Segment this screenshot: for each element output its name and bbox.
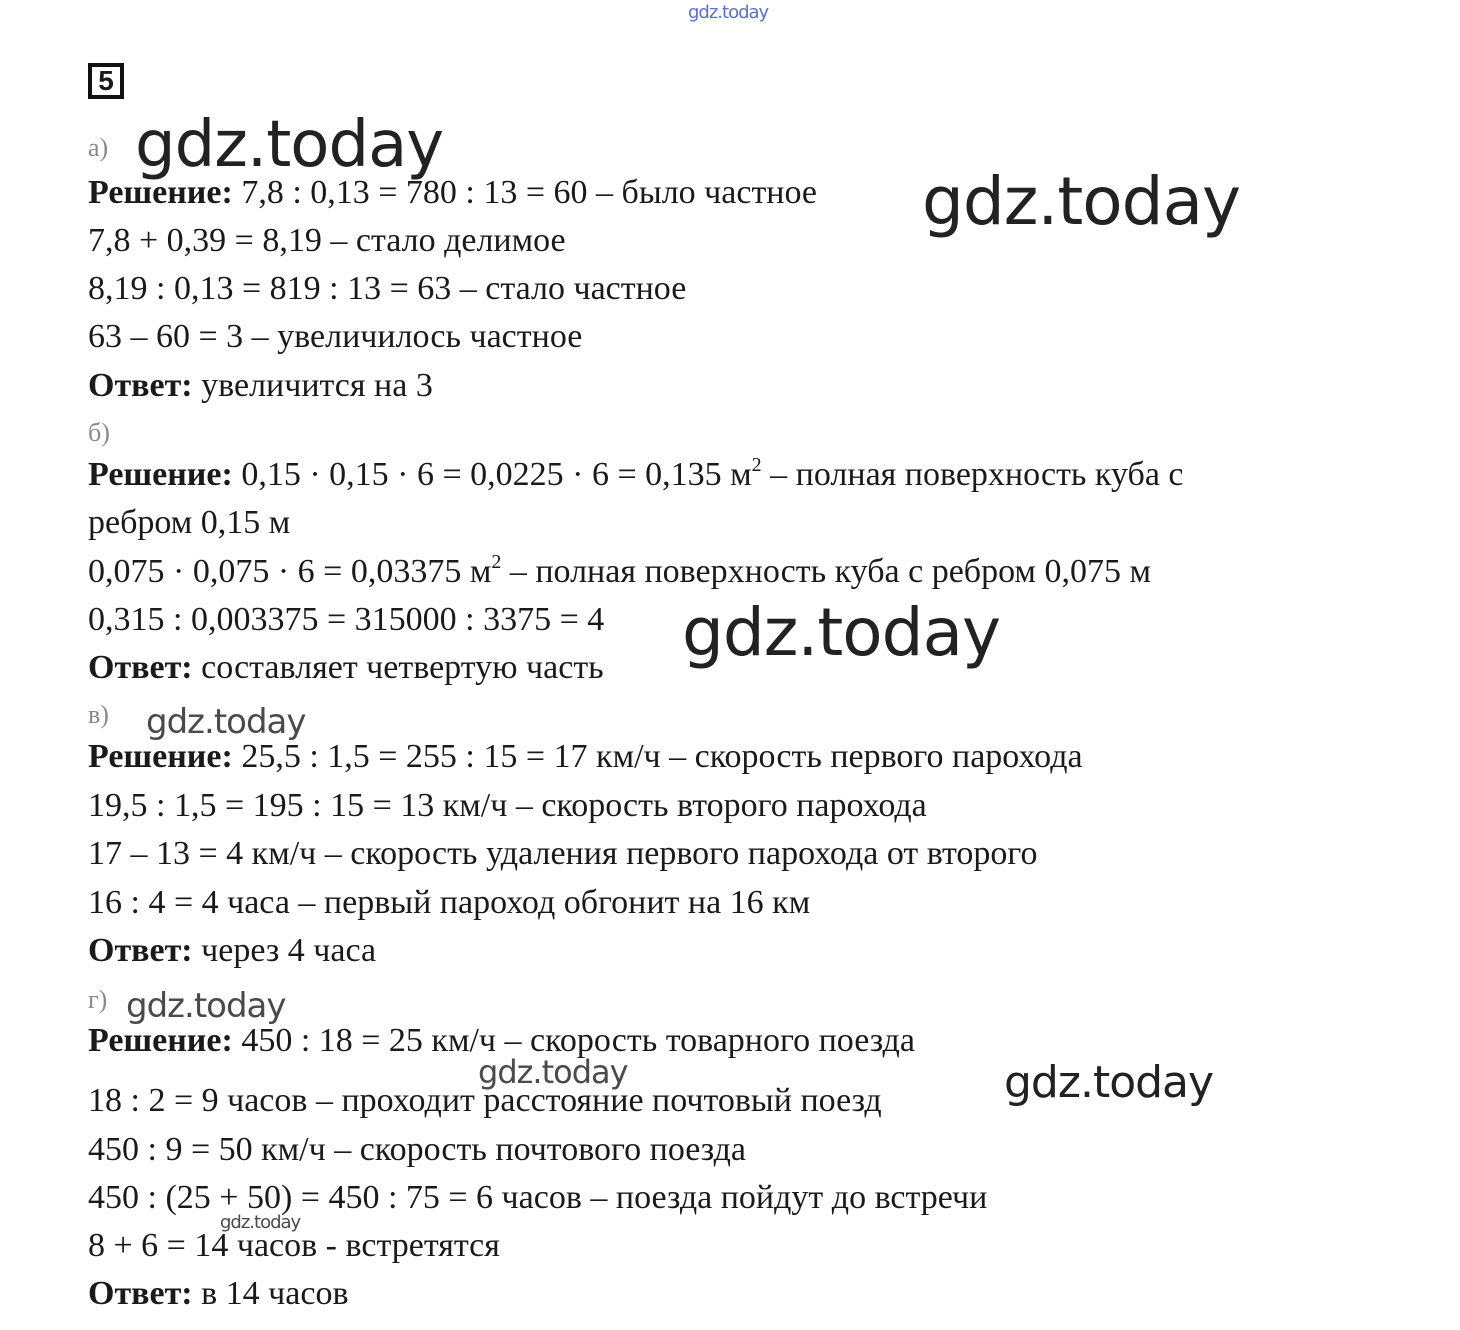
part-d-answer: Ответ: в 14 часов [88,1275,349,1312]
part-c-label: в) [88,700,109,729]
watermark-large-3: gdz.today [682,594,1001,671]
part-d-line-1: Решение: 450 : 18 = 25 км/ч – скорость товарного поезда [88,1022,915,1059]
part-c-line-1: Решение: 25,5 : 1,5 = 255 : 15 = 17 км/ч – скорость первого парохода [88,738,1083,775]
part-c-line-3: 17 – 13 = 4 км/ч – скорость удаления первого парохода от второго [88,835,1038,872]
part-d-line-4: 450 : (25 + 50) = 450 : 75 = 6 часов – поезда пойдут до встречи [88,1179,988,1216]
task-number-box: 5 [88,63,124,99]
watermark-top: gdz.today [688,2,769,23]
watermark-large-2: gdz.today [922,163,1241,240]
part-d-line-5: 8 + 6 = 14 часов - встретятся [88,1227,500,1264]
part-c-line-2: 19,5 : 1,5 = 195 : 15 = 13 км/ч – скорость второго парохода [88,787,927,824]
part-c-line-4: 16 : 4 = 4 часа – первый пароход обгонит на 16 км [88,884,811,921]
watermark-small-2: gdz.today [126,986,286,1026]
part-a-answer: Ответ: увеличится на 3 [88,367,433,404]
part-d-line-3: 450 : 9 = 50 км/ч – скорость почтового поезда [88,1131,746,1168]
watermark-small-3: gdz.today [478,1053,628,1091]
part-a-line-3: 8,19 : 0,13 = 819 : 13 = 63 – стало частное [88,270,687,307]
part-b-line-4: 0,315 : 0,003375 = 315000 : 3375 = 4 [88,601,605,638]
part-a-line-2: 7,8 + 0,39 = 8,19 – стало делимое [88,222,566,259]
part-b-answer: Ответ: составляет четвертую часть [88,649,604,686]
watermark-small-1: gdz.today [146,702,306,742]
part-b-line-3: 0,075 · 0,075 · 6 = 0,03375 $м^2$ – полная поверхность куба с ребром 0,075 м [88,551,1151,590]
part-a-label: а) [88,133,109,162]
watermark-medium-1: gdz.today [1004,1057,1214,1108]
watermark-large-1: gdz.today [135,108,444,182]
part-d-label: г) [88,985,108,1014]
part-b-line-2: ребром 0,15 м [88,504,291,541]
part-a-line-4: 63 – 60 = 3 – увеличилось частное [88,318,583,355]
part-a-line-1: Решение: 7,8 : 0,13 = 780 : 13 = 60 – было частное [88,174,818,211]
watermark-tiny-1: gdz.today [220,1212,301,1233]
part-b-label: б) [88,418,110,447]
part-c-answer: Ответ: через 4 часа [88,932,377,969]
part-d-line-2: 18 : 2 = 9 часов – проходит расстояние почтовый поезд [88,1082,882,1119]
part-a-solution-label: Решение: [88,174,233,211]
part-b-line-1: Решение: 0,15 · 0,15 · 6 = 0,0225 · 6 = 0,135 $м^2$ – полная поверхность куба с [88,454,1184,493]
